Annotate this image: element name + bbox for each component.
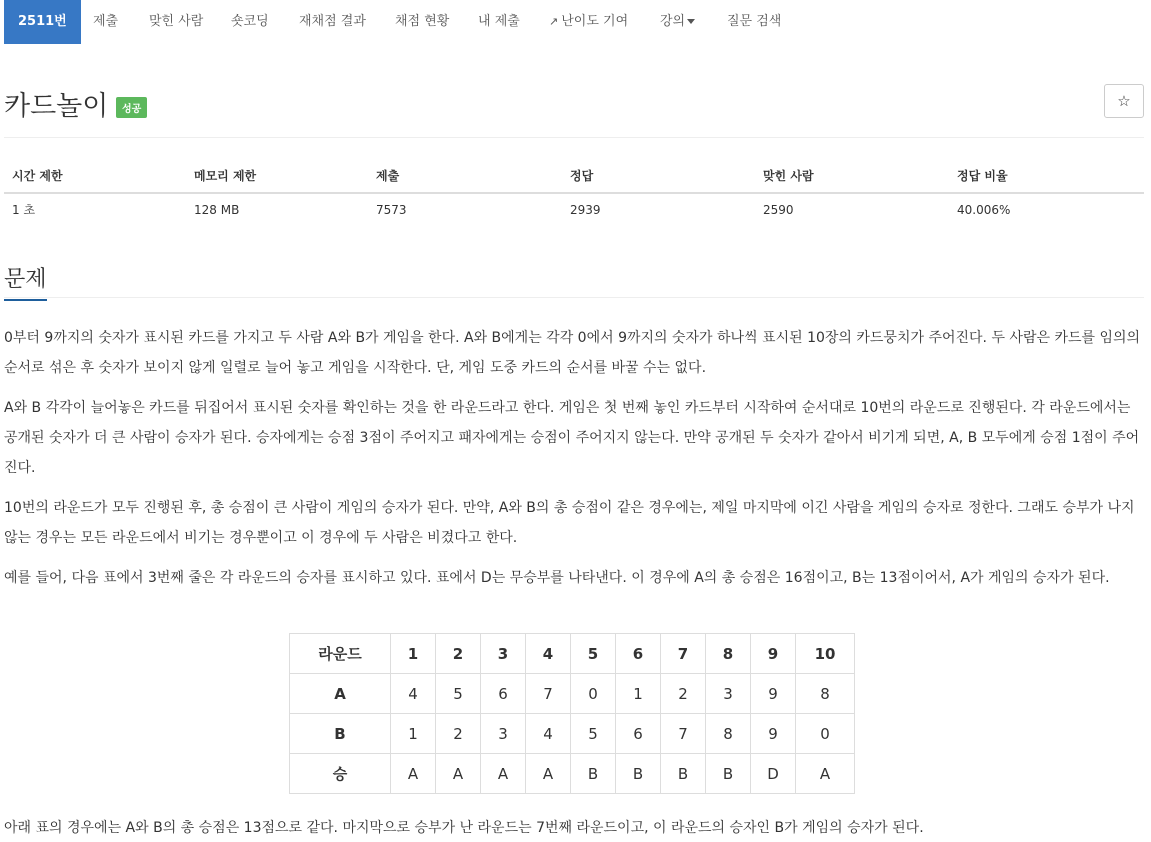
- table-cell: A: [526, 754, 571, 794]
- caret-down-icon: [687, 19, 695, 24]
- table-cell: 8: [796, 674, 855, 714]
- info-header-submissions: 제출: [376, 169, 400, 183]
- table-cell: 8: [706, 714, 751, 754]
- table-cell: 5: [436, 674, 481, 714]
- table-cell: B: [571, 754, 616, 794]
- table-cell: A: [796, 754, 855, 794]
- table-cell: A: [391, 754, 436, 794]
- table-cell: 0: [796, 714, 855, 754]
- problem-title: 카드놀이: [4, 91, 109, 122]
- table-cell: 2: [436, 714, 481, 754]
- table-header-cell: 10: [796, 634, 855, 674]
- nav-judge-status[interactable]: 채점 현황: [395, 14, 450, 29]
- table-row-label: 승: [290, 754, 391, 794]
- rounds-table: [289, 633, 855, 794]
- info-solved-users: 2590: [763, 203, 794, 217]
- table-cell: 7: [661, 714, 706, 754]
- nav-difficulty[interactable]: [549, 0, 628, 44]
- nav-question-search[interactable]: 질문 검색: [727, 14, 782, 29]
- nav-short-coding[interactable]: 숏코딩: [231, 14, 269, 29]
- status-badge: 성공: [116, 97, 147, 118]
- table-row: [290, 714, 855, 754]
- table-cell: B: [616, 754, 661, 794]
- table-cell: 4: [526, 714, 571, 754]
- table-header-cell: 3: [481, 634, 526, 674]
- problem-section-header: [4, 258, 1144, 298]
- info-memory-limit: 128 MB: [194, 203, 240, 217]
- table-row-label: B: [290, 714, 391, 754]
- table-header-cell: 5: [571, 634, 616, 674]
- description-paragraph: A와 B 각각이 늘어놓은 카드를 뒤집어서 표시된 숫자를 확인하는 것을 한 라운드라고 한다. 게임은 첫 번째 놓인 카드부터 시작하여 순서대로 10번의 라운드로 진행된다. 각 라운드에서는 공개된 숫자가 더 큰 사람이 승자가 된다. 승자에게는 승점 3점이 주어지고 패자에게는 승점이 주어지지 않는다. 만약 공개된 두 숫자가 같아서 비기게 되면, A, B 모두에게 승점 1점이 주어진다.: [4, 400, 1140, 476]
- table-header-cell: 9: [751, 634, 796, 674]
- table-header-cell: 4: [526, 634, 571, 674]
- info-header-row: [4, 160, 1144, 194]
- table-cell: 9: [751, 714, 796, 754]
- nav-difficulty-label: 난이도 기여: [561, 14, 629, 29]
- problem-title-row: [4, 82, 1144, 138]
- table-header-cell: 1: [391, 634, 436, 674]
- table-row-label: A: [290, 674, 391, 714]
- info-time-limit: 1 초: [12, 203, 36, 217]
- table-cell: B: [661, 754, 706, 794]
- description-paragraph: 아래 표의 경우에는 A와 B의 총 승점은 13점으로 같다. 마지막으로 승부가 난 라운드는 7번째 라운드이고, 이 라운드의 승자인 B가 게임의 승자가 된다.: [4, 820, 924, 836]
- table-header-cell: 라운드: [290, 634, 391, 674]
- problem-menu: [0, 0, 1151, 46]
- nav-solved-users[interactable]: 맞힌 사람: [149, 14, 204, 29]
- info-header-memory-limit: 메모리 제한: [194, 169, 257, 183]
- table-cell: 7: [526, 674, 571, 714]
- table-cell: A: [481, 754, 526, 794]
- description-paragraph: 예를 들어, 다음 표에서 3번째 줄은 각 라운드의 승자를 표시하고 있다. 표에서 D는 무승부를 나타낸다. 이 경우에 A의 총 승점은 16점이고, B는 13점이어서, A가 게임의 승자가 된다.: [4, 570, 1110, 586]
- table-cell: B: [706, 754, 751, 794]
- section-title: 문제: [4, 262, 47, 301]
- table-cell: 4: [391, 674, 436, 714]
- nav-my-submissions[interactable]: 내 제출: [478, 14, 520, 29]
- info-header-ratio: 정답 비율: [957, 169, 1008, 183]
- table-header-cell: 2: [436, 634, 481, 674]
- info-header-time-limit: 시간 제한: [12, 169, 63, 183]
- table-cell: 1: [391, 714, 436, 754]
- nav-submit[interactable]: 제출: [93, 14, 119, 29]
- external-link-icon: ↗: [549, 15, 559, 28]
- nav-rejudge-results[interactable]: 재채점 결과: [299, 14, 366, 29]
- star-icon: ☆: [1117, 92, 1131, 110]
- table-header-cell: 8: [706, 634, 751, 674]
- info-ratio: 40.006%: [957, 203, 1011, 217]
- nav-problem-number[interactable]: 2511번: [4, 0, 81, 44]
- table-cell: 3: [481, 714, 526, 754]
- table-cell: 6: [481, 674, 526, 714]
- table-row: [290, 754, 855, 794]
- table-cell: 3: [706, 674, 751, 714]
- nav-lecture-label: 강의: [660, 14, 686, 29]
- info-header-accepted: 정답: [570, 169, 594, 183]
- table-cell: 0: [571, 674, 616, 714]
- info-value-row: [4, 194, 1144, 228]
- table-cell: D: [751, 754, 796, 794]
- nav-lecture-dropdown[interactable]: [660, 0, 695, 44]
- table-header-cell: 7: [661, 634, 706, 674]
- description-paragraph: 0부터 9까지의 숫자가 표시된 카드를 가지고 두 사람 A와 B가 게임을 한다. A와 B에게는 각각 0에서 9까지의 숫자가 하나씩 표시된 10장의 카드뭉치가 주어진다. 두 사람은 카드를 임의의 순서로 섞은 후 숫자가 보이지 않게 일렬로 늘어 놓고 게임을 시작한다. 단, 게임 도중 카드의 순서를 바꿀 수는 없다.: [4, 330, 1141, 376]
- table-cell: 1: [616, 674, 661, 714]
- description-paragraph: 10번의 라운드가 모두 진행된 후, 총 승점이 큰 사람이 게임의 승자가 된다. 만약, A와 B의 총 승점이 같은 경우에는, 제일 마지막에 이긴 사람을 게임의 승자로 정한다. 그래도 승부가 나지 않는 경우는 모든 라운드에서 비기는 경우뿐이고 이 경우에 두 사람은 비겼다고 한다.: [4, 500, 1135, 546]
- problem-info-table: [4, 160, 1144, 228]
- table-row: [290, 674, 855, 714]
- table-header-cell: 6: [616, 634, 661, 674]
- table-cell: A: [436, 754, 481, 794]
- table-cell: 5: [571, 714, 616, 754]
- table-header-row: [290, 634, 855, 674]
- table-cell: 9: [751, 674, 796, 714]
- star-button[interactable]: [1104, 84, 1144, 118]
- info-header-solved-users: 맞힌 사람: [763, 169, 814, 183]
- info-submissions: 7573: [376, 203, 407, 217]
- table-cell: 6: [616, 714, 661, 754]
- info-accepted: 2939: [570, 203, 601, 217]
- table-cell: 2: [661, 674, 706, 714]
